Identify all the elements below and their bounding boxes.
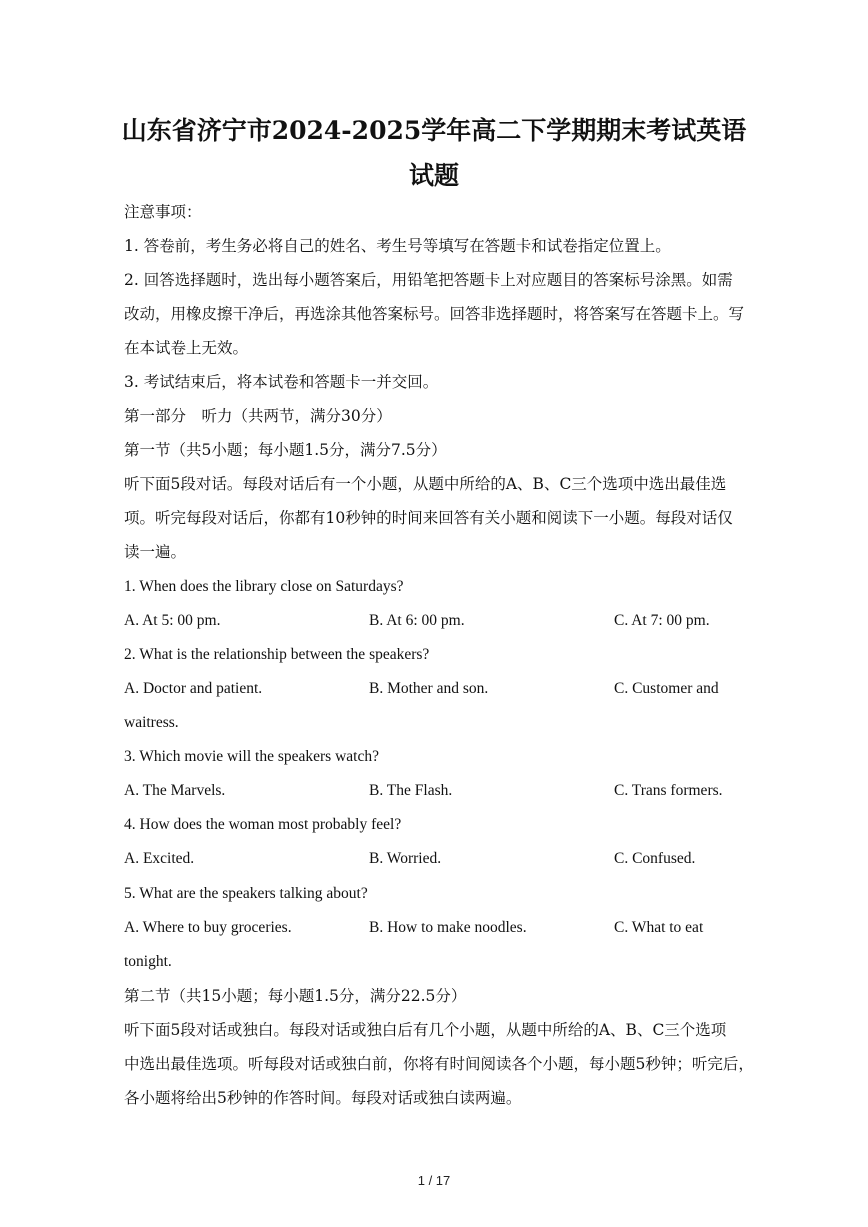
question-5-option-c-wrap: tonight. bbox=[124, 953, 172, 970]
option-b: B. At 6: 00 pm. bbox=[369, 612, 465, 629]
part1-heading: 第一部分 听力（共两节，满分30分） bbox=[124, 407, 392, 425]
option-c: C. Confused. bbox=[614, 850, 696, 867]
option-b: B. The Flash. bbox=[369, 782, 453, 799]
option-a: A. The Marvels. bbox=[124, 782, 226, 799]
option-c: C. Customer and bbox=[614, 680, 719, 697]
question-4: 4. How does the woman most probably feel? bbox=[124, 816, 402, 833]
notice-item-2-line-2: 改动，用橡皮擦干净后，再选涂其他答案标号。回答非选择题时，将答案写在答题卡上。写 bbox=[124, 305, 745, 323]
question-2: 2. What is the relationship between the speakers? bbox=[124, 646, 430, 663]
question-5-options bbox=[124, 918, 748, 938]
page-number: 1 / 17 bbox=[417, 1173, 451, 1188]
section2-instruction-line-1: 听下面5段对话或独白。每段对话或独白后有几个小题，从题中所给的A、B、C三个选项 bbox=[124, 1021, 727, 1039]
question-3-options bbox=[124, 781, 748, 801]
option-a: A. Excited. bbox=[124, 850, 195, 867]
section2-instruction-line-2: 中选出最佳选项。听每段对话或独白前，你将有时间阅读各个小题，每小题5秒钟；听完后， bbox=[124, 1055, 754, 1073]
section2-heading: 第二节（共15小题；每小题1.5分，满分22.5分） bbox=[124, 987, 467, 1005]
option-a: A. Where to buy groceries. bbox=[124, 919, 292, 936]
option-c: C. What to eat bbox=[614, 919, 704, 936]
section1-instruction-line-2: 项。听完每段对话后，你都有10秒钟的时间来回答有关小题和阅读下一小题。每段对话仅 bbox=[124, 509, 733, 527]
section1-instruction-line-3: 读一遍。 bbox=[124, 543, 187, 561]
section2-instruction-line-3: 各小题将给出5秒钟的作答时间。每段对话或独白读两遍。 bbox=[124, 1089, 522, 1107]
question-5: 5. What are the speakers talking about? bbox=[124, 885, 368, 902]
option-b: B. Mother and son. bbox=[369, 680, 489, 697]
notice-item-1: 1. 答卷前，考生务必将自己的姓名、考生号等填写在答题卡和试卷指定位置上。 bbox=[124, 237, 671, 255]
question-1: 1. When does the library close on Saturdays? bbox=[124, 578, 404, 595]
question-2-option-c-wrap: waitress. bbox=[124, 714, 179, 731]
question-3: 3. Which movie will the speakers watch? bbox=[124, 748, 379, 765]
notice-item-2-line-3: 在本试卷上无效。 bbox=[124, 339, 249, 357]
option-c: C. At 7: 00 pm. bbox=[614, 612, 710, 629]
option-a: A. At 5: 00 pm. bbox=[124, 612, 221, 629]
option-b: B. How to make noodles. bbox=[369, 919, 527, 936]
notice-heading: 注意事项： bbox=[124, 203, 202, 221]
question-2-options bbox=[124, 679, 748, 699]
option-a: A. Doctor and patient. bbox=[124, 680, 263, 697]
section1-instruction-line-1: 听下面5段对话。每段对话后有一个小题，从题中所给的A、B、C三个选项中选出最佳选 bbox=[124, 475, 727, 493]
notice-item-3: 3. 考试结束后，将本试卷和答题卡一并交回。 bbox=[124, 373, 439, 391]
notice-item-2-line-1: 2. 回答选择题时，选出每小题答案后，用铅笔把答题卡上对应题目的答案标号涂黑。如需 bbox=[124, 271, 733, 289]
page-title: 山东省济宁市2024-2025学年高二下学期期末考试英语试题 bbox=[121, 116, 747, 190]
question-4-options bbox=[124, 849, 748, 869]
question-1-options bbox=[124, 611, 748, 631]
section1-heading: 第一节（共5小题；每小题1.5分，满分7.5分） bbox=[124, 441, 447, 459]
option-b: B. Worried. bbox=[369, 850, 442, 867]
option-c: C. Trans formers. bbox=[614, 782, 723, 799]
